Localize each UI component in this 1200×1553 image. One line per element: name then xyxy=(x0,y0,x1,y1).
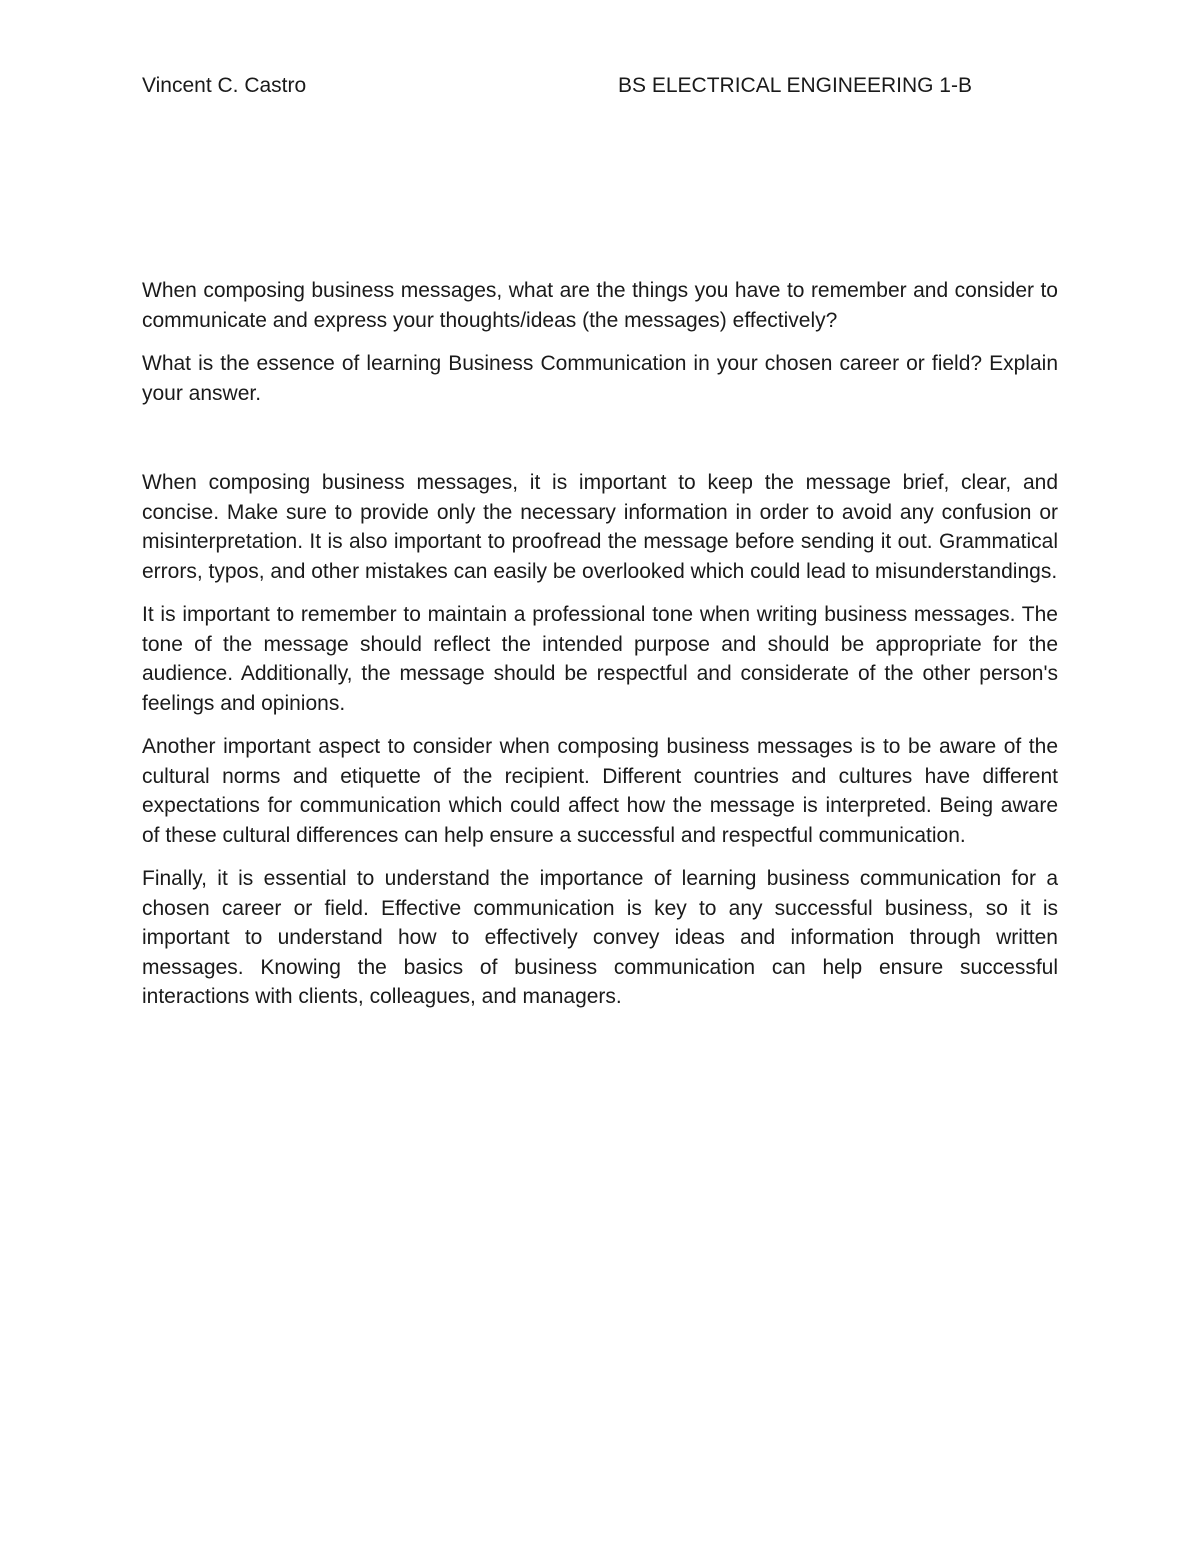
document-header xyxy=(142,72,1058,102)
answer-paragraph: It is important to remember to maintain a professional tone when writing business messages. The tone of the message should reflect the intended purpose and should be appropriate for the audience. Additionally, the message should be respectful and considerate of the other person's feelings and opinions. xyxy=(142,603,1058,715)
student-name: Vincent C. Castro xyxy=(142,74,307,97)
answers-section xyxy=(142,468,1058,1012)
answer-paragraph: When composing business messages, it is important to keep the message brief, clear, and concise. Make sure to provide only the necessary information in order to avoid any confusion or misinterpretation. It is also important to proofread the message before sending it out. Grammatical errors, typos, and other mistakes can easily be overlooked which could lead to misunderstandings. xyxy=(142,471,1058,583)
answer-paragraph: Another important aspect to consider when composing business messages is to be aware of the cultural norms and etiquette of the recipient. Different countries and cultures have different expectations for communication which could affect how the message is interpreted. Being aware of these cultural differences can help ensure a successful and respectful communication. xyxy=(142,735,1058,847)
questions-section xyxy=(142,276,1058,408)
question-paragraph: When composing business messages, what are the things you have to remember and consider to communicate and express your thoughts/ideas (the messages) effectively? xyxy=(142,279,1058,332)
course-section: BS ELECTRICAL ENGINEERING 1-B xyxy=(618,74,972,97)
question-paragraph: What is the essence of learning Business Communication in your chosen career or field? Explain your answer. xyxy=(142,352,1058,405)
answer-paragraph: Finally, it is essential to understand the importance of learning business communication for a chosen career or field. Effective communication is key to any successful business, so it is important to understand how to effectively convey ideas and information through written messages. Knowing the basics of business communication can help ensure successful interactions with clients, colleagues, and managers. xyxy=(142,867,1058,1008)
document-body xyxy=(142,276,1058,1026)
